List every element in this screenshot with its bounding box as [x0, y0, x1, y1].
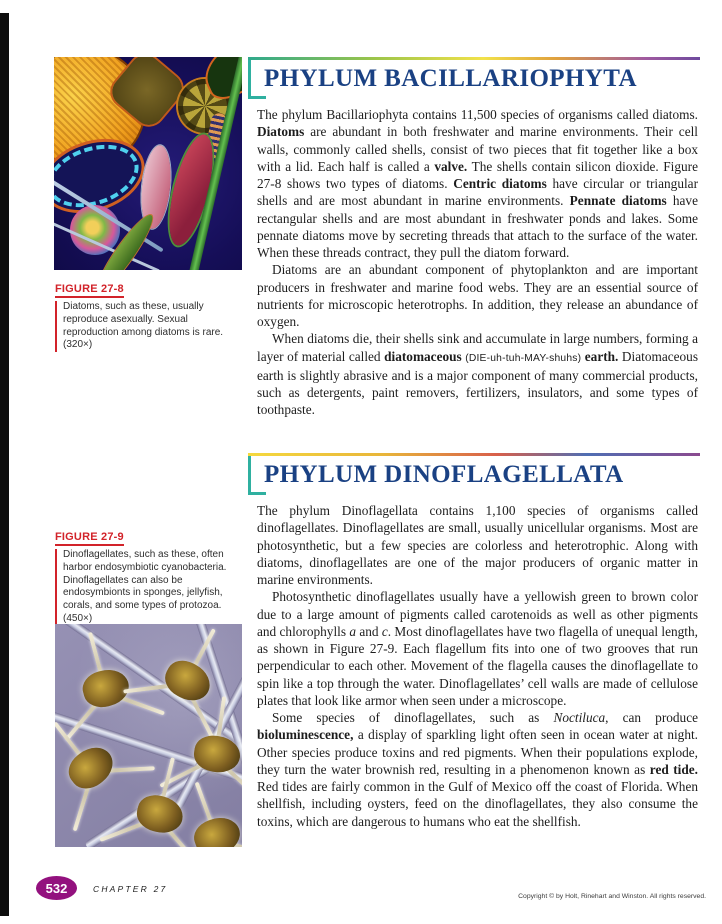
heading-gradient-rule	[248, 453, 700, 456]
heading-gradient-rule	[248, 57, 700, 60]
page-number: 532	[45, 880, 68, 896]
heading-bracket	[248, 60, 266, 99]
section-body	[248, 106, 700, 419]
figure-27-8-caption: Diatoms, such as these, usually reproduce asexually. Sexual reproduction among diatoms is rare. (320×)	[55, 301, 233, 352]
figure-27-8-photo	[54, 57, 242, 270]
section-heading	[248, 57, 700, 100]
figure-27-9-photo	[55, 624, 242, 847]
figure-27-9-caption-block	[55, 527, 233, 626]
paragraph: When diatoms die, their shells sink and accumulate in large numbers, forming a layer of material called diatomaceous (DIE-uh-tuh-MAY-shuhs) earth. Diatomaceous earth is slightly abrasive and is a major component of many commercial products, such as detergents, paint removers, fertilizers, insulators, and some types of toothpaste.	[257, 331, 698, 418]
dinoflagellate-cell	[64, 743, 128, 805]
section-title: PHYLUM DINOFLAGELLATA	[264, 461, 624, 488]
paragraph: Diatoms are an abundant component of phytoplankton and are important producers in freshwater and marine food webs. They are an essential source of nutrients for microscopic heterotrophs. In addition, they release an abundance of oxygen.	[257, 262, 698, 329]
page-number-badge	[36, 876, 77, 900]
dinoflagellate-cell	[79, 670, 138, 722]
dinoflagellate-cell	[153, 659, 216, 718]
section-dinoflagellata	[248, 453, 700, 830]
section-heading	[248, 453, 700, 496]
figure-27-9-label: FIGURE 27-9	[55, 531, 124, 546]
heading-bracket	[248, 456, 266, 495]
page-edge-bar	[0, 13, 9, 916]
dinoflagellate-cell	[190, 817, 242, 847]
figure-27-8-caption-block	[55, 279, 233, 352]
paragraph: Photosynthetic dinoflagellates usually have a yellowish green to brown color due to a large amount of pigments called carotenoids as well as other pigments and chlorophylls a and c. Most dinoflagellates have two flagella of unequal length, as shown in Figure 27-9. Each flagellum fits into one of two grooves that run perpendicular to each other. Movement of the flagella causes the dinoflagellate to spin like a top through the water. Dinoflagellates’ cell walls are made of cellulose plates that look like armor when seen under a microscope.	[257, 589, 698, 708]
copyright-notice: Copyright © by Holt, Rinehart and Winston. All rights reserved.	[518, 893, 706, 900]
dinoflagellate-cell	[188, 739, 242, 786]
chapter-label: CHAPTER 27	[93, 884, 168, 894]
paragraph: The phylum Bacillariophyta contains 11,500 species of organisms called diatoms. Diatoms are abundant in both freshwater and marine environments. Their cell walls, commonly called shells, consist of two pieces that fit together like a box with a lid. Each half is called a valve. The shells contain silicon dioxide. Figure 27-8 shows two types of diatoms. Centric diatoms have circular or triangular shells and are most abundant in marine environments. Pennate diatoms have rectangular shells and are most abundant in freshwater ponds and lakes. Some pennate diatoms move by secreting threads that attach to the surface of the water. When these threads contract, they pull the diatom forward.	[257, 107, 698, 260]
section-body	[248, 502, 700, 830]
section-title: PHYLUM BACILLARIOPHYTA	[264, 65, 637, 92]
paragraph: The phylum Dinoflagellata contains 1,100 species of organisms called dinoflagellates. Dinoflagellates are small, usually unicellular organisms. Most are photosynthetic, but a few species are colorless and heterotrophic. Along with diatoms, dinoflagellates are one of the major producers of organic matter in marine environments.	[257, 503, 698, 587]
paragraph: Some species of dinoflagellates, such as Noctiluca, can produce bioluminescence, a display of sparkling light often seen in ocean water at night. Other species produce toxins and red pigments. When their populations explode, they turn the water brownish red, resulting in a phenomenon known as red tide. Red tides are fairly common in the Gulf of Mexico off the coast of Florida. When shellfish, including oysters, feed on the dinoflagellates, they also consume the toxins, which are dangerous to humans who eat the shellfish.	[257, 710, 698, 829]
figure-27-9-caption: Dinoflagellates, such as these, often harbor endosymbiotic cyanobacteria. Dinoflagellates can also be endosymbionts in sponges, jellyfish, corals, and some types of protozoa. (450×)	[55, 549, 233, 626]
section-bacillariophyta	[248, 57, 700, 419]
figure-27-8-label: FIGURE 27-8	[55, 283, 124, 298]
diatom-shape	[70, 205, 120, 255]
